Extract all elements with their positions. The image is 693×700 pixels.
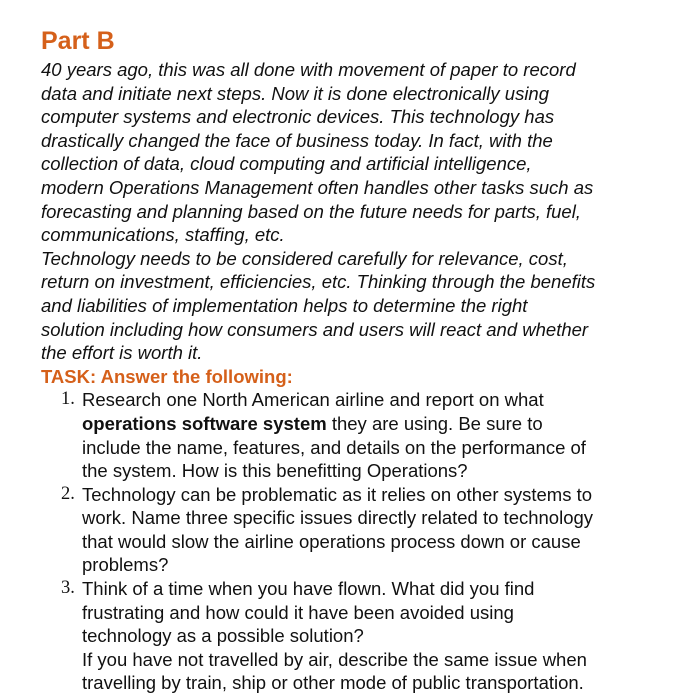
intro-line: communications, staffing, etc. [41, 224, 285, 246]
task-line: travelling by train, ship or other mode of public transportation. [82, 672, 584, 694]
list-item [41, 388, 681, 482]
intro-line: and liabilities of implementation helps to determine the right [41, 294, 528, 316]
intro-line: the effort is worth it. [41, 342, 203, 364]
task-line: frustrating and how could it have been avoided using [82, 601, 514, 623]
list-item [41, 483, 681, 577]
task-line: problems? [82, 554, 169, 576]
intro-line: return on investment, efficiencies, etc. Thinking through the benefits [41, 271, 596, 293]
list-number: 2. [61, 483, 75, 504]
task-line: work. Name three specific issues directly related to technology [82, 507, 594, 529]
bold-phrase: operations software system [82, 412, 327, 434]
task-line: Research one North American airline and report on what [82, 389, 544, 411]
intro-line: collection of data, cloud computing and artificial intelligence, [41, 153, 532, 175]
task-title: TASK: Answer the following: [41, 365, 293, 387]
intro-line: computer systems and electronic devices. This technology has [41, 106, 555, 128]
list-number: 1. [61, 389, 75, 410]
task-line: If you have not travelled by air, describe the same issue when [82, 648, 587, 670]
intro-line: solution including how consumers and users will react and whether [41, 318, 589, 340]
intro-line: modern Operations Management often handles other tasks such as [41, 176, 594, 198]
task-line [82, 412, 681, 436]
intro-line: data and initiate next steps. Now it is done electronically using [41, 82, 550, 104]
intro-line: Technology needs to be considered carefully for relevance, cost, [41, 247, 568, 269]
intro-line: 40 years ago, this was all done with movement of paper to record [41, 59, 576, 80]
intro-line: forecasting and planning based on the future needs for parts, fuel, [41, 200, 581, 222]
intro-line: drastically changed the face of business today. In fact, with the [41, 129, 553, 151]
task-line-rest: they are using. Be sure to [326, 412, 543, 434]
section-heading: Part B [41, 27, 115, 55]
task-line: technology as a possible solution? [82, 625, 364, 647]
list-item [41, 577, 681, 695]
task-line: the system. How is this benefitting Operations? [82, 460, 468, 482]
intro-paragraph [41, 58, 681, 365]
task-line: include the name, features, and details on the performance of [82, 436, 586, 458]
task-line: that would slow the airline operations process down or cause [82, 530, 581, 552]
task-list [41, 388, 681, 695]
task-line: Technology can be problematic as it relies on other systems to [82, 483, 593, 505]
task-line: Think of a time when you have flown. What did you find [82, 578, 535, 600]
list-number: 3. [61, 578, 75, 599]
document-page [41, 26, 681, 695]
